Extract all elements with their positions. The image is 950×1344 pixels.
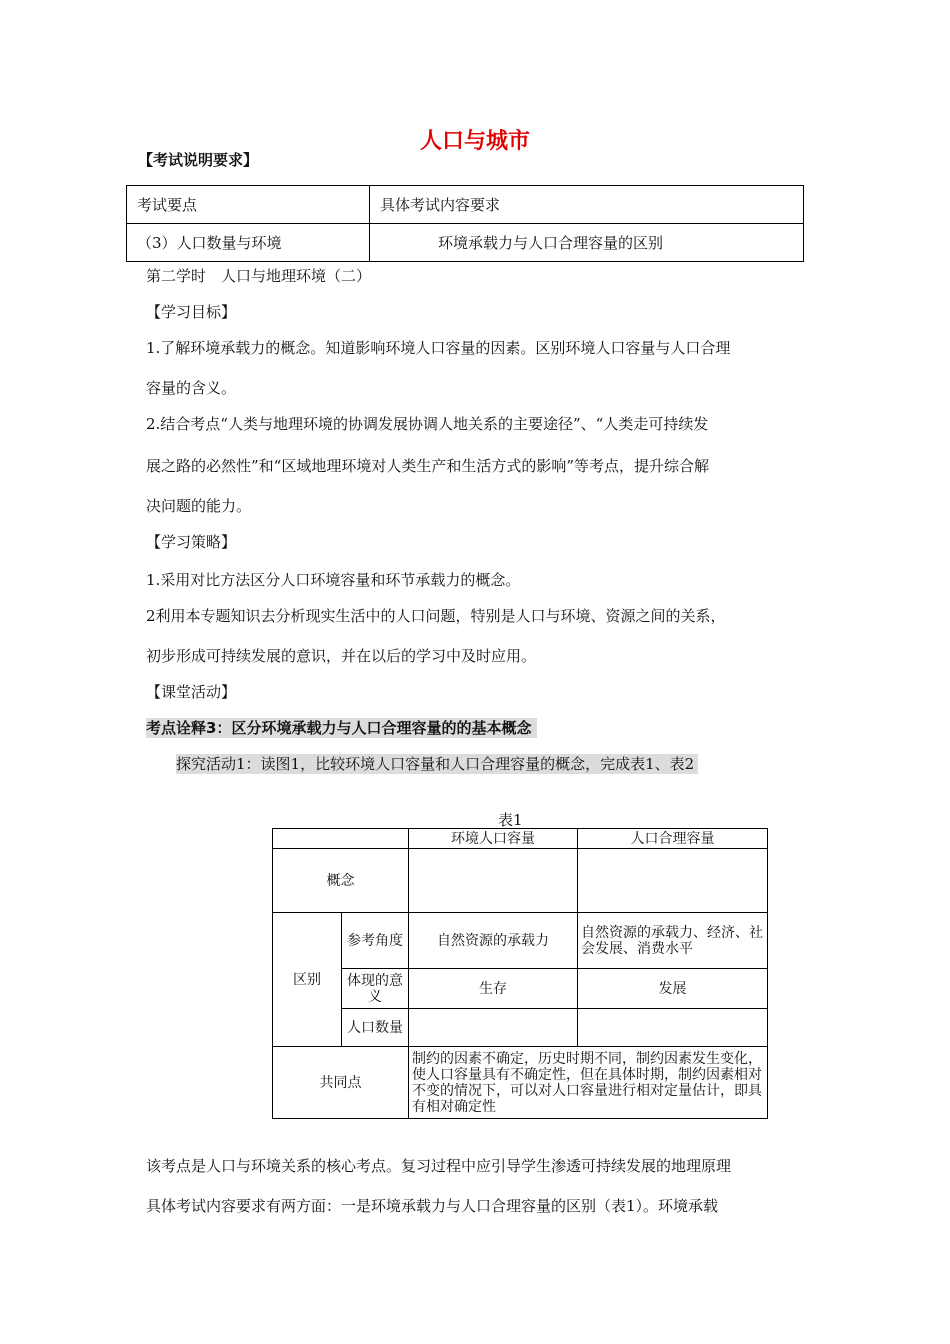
col-header-env: 环境人口容量 [409,829,578,849]
strategy-heading: 【学习策略】 [146,533,237,551]
goals-heading: 【学习目标】 [146,303,237,321]
strategy-line: 1.采用对比方法区分人口环境容量和环节承载力的概念。 [146,571,521,589]
goal-line: 决问题的能力。 [146,497,252,515]
req-header-2: 具体考试内容要求 [370,186,804,224]
goal-line: 容量的含义。 [146,379,237,397]
closing-line: 具体考试内容要求有两方面：一是环境承载力与人口合理容量的区别（表1）。环境承载 [146,1197,719,1215]
goal-line: 1.了解环境承载力的概念。知道影响环境人口容量的因素。区别环境人口容量与人口合理 [146,339,731,357]
ref-angle-label: 参考角度 [342,913,409,969]
col-header-reasonable: 人口合理容量 [578,829,768,849]
req-cell-1: （3）人口数量与环境 [127,224,370,262]
activity-heading: 【课堂活动】 [146,683,237,701]
table1-caption: 表1 [498,811,523,829]
page-title: 人口与城市 [419,129,530,154]
meaning-env: 生存 [409,969,578,1009]
kaodian-heading: 考点诠释3：区分环境承载力与人口合理容量的的基本概念 [146,718,537,738]
strategy-line: 2利用本专题知识去分析现实生活中的人口问题，特别是人口与环境、资源之间的关系， [146,607,726,625]
goal-line: 2.结合考点“人类与地理环境的协调发展协调人地关系的主要途径”、“人类走可持续发 [146,415,709,433]
goal-line: 展之路的必然性”和“区域地理环境对人类生产和生活方式的影响”等考点，提升综合解 [146,457,710,475]
common-text: 制约的因素不确定，历史时期不同，制约因素发生变化，使人口容量具有不确定性，但在具体时期，制约因素相对不变的情况下，可以对人口容量进行相对定量估计，即具有相对确定性 [409,1047,768,1119]
comparison-table [272,828,768,1119]
ref-angle-reasonable: 自然资源的承载力、经济、社会发展、消费水平 [578,913,768,969]
pop-label: 人口数量 [342,1009,409,1047]
diff-label: 区别 [273,913,342,1047]
exam-heading: 【考试说明要求】 [138,151,259,169]
closing-line: 该考点是人口与环境关系的核心考点。复习过程中应引导学生渗透可持续发展的地理原理 [146,1157,732,1175]
strategy-line: 初步形成可持续发展的意识，并在以后的学习中及时应用。 [146,647,537,665]
concept-label: 概念 [273,849,409,913]
meaning-label: 体现的意义 [342,969,409,1009]
meaning-reasonable: 发展 [578,969,768,1009]
common-label: 共同点 [273,1047,409,1119]
ref-angle-env: 自然资源的承载力 [409,913,578,969]
req-header-1: 考试要点 [127,186,370,224]
req-cell-2: 环境承载力与人口合理容量的区别 [370,224,804,262]
lesson-line: 第二学时 人口与地理环境（二） [146,267,372,285]
requirements-table [126,185,804,262]
explore-line: 探究活动1：读图1，比较环境人口容量和人口合理容量的概念，完成表1、表2 [176,754,698,774]
